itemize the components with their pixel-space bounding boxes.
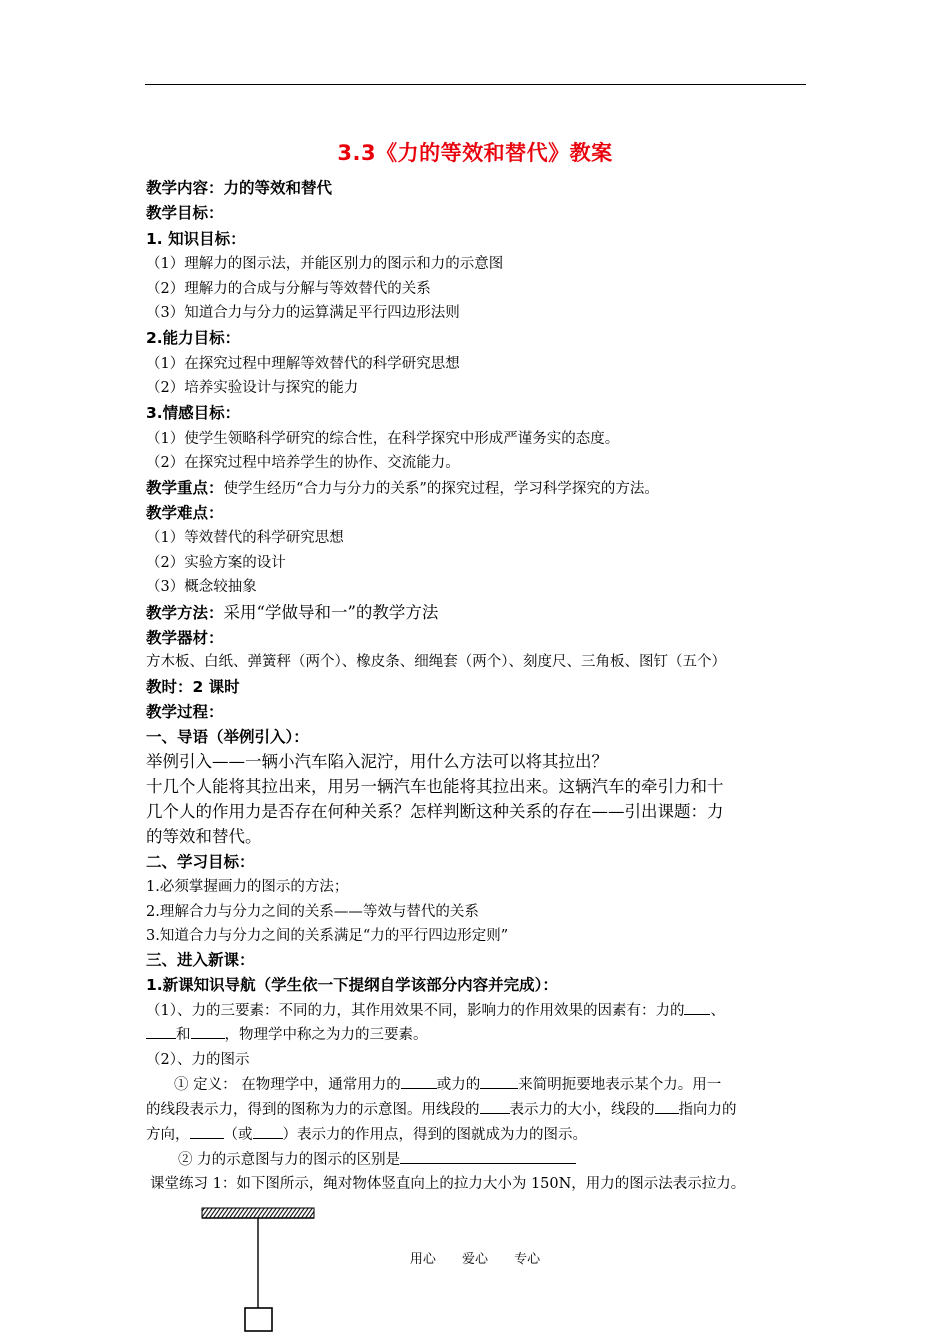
teaching-content-value: 力的等效和替代 xyxy=(223,179,333,197)
header-rule xyxy=(145,84,806,85)
lesson-time: 教时：2 课时 xyxy=(146,678,240,696)
ceiling-hatch xyxy=(202,1208,314,1218)
hanging-block xyxy=(245,1308,272,1331)
difficulty-heading: 教学难点： xyxy=(146,504,224,522)
fill-blank[interactable] xyxy=(253,1124,283,1140)
equipment-heading: 教学器材： xyxy=(146,629,224,647)
definition-line2: 的线段表示力，得到的图称为力的示意图。用线段的 表示力的大小，线段的 指向力的 xyxy=(146,1098,737,1119)
section1-para2-line: 十几个人能将其拉出来，用另一辆汽车也能将其拉出来。这辆汽车的牵引力和十 xyxy=(146,777,724,796)
difficulty-item: （1）等效替代的科学研究思想 xyxy=(146,530,344,546)
exercise-figure xyxy=(196,1200,320,1334)
ability-heading: 2.能力目标： xyxy=(146,329,241,347)
knowledge-heading: 1. 知识目标： xyxy=(146,230,246,248)
section1-para2-line: 的等效和替代。 xyxy=(146,827,262,846)
section2-item: 2.理解合力与分力之间的关系——等效与替代的关系 xyxy=(146,904,479,920)
emotion-item: （2）在探究过程中培养学生的协作、交流能力。 xyxy=(146,455,460,471)
three-elements-line1: （1）、力的三要素：不同的力，其作用效果不同，影响力的作用效果的因素有：力的 、 xyxy=(146,999,725,1020)
force-diagram-heading: （2）、力的图示 xyxy=(146,1052,250,1068)
knowledge-item: （3）知道合力与分力的运算满足平行四边形法则 xyxy=(146,305,460,321)
emotion-heading: 3.情感目标： xyxy=(146,404,241,422)
teaching-method xyxy=(146,599,438,623)
difficulty-item: （3）概念较抽象 xyxy=(146,579,257,595)
difference-line: ② 力的示意图与力的图示的区别是 xyxy=(178,1148,576,1169)
section1-para1: 举例引入——一辆小汽车陷入泥泞，用什么方法可以将其拉出？ xyxy=(146,752,608,771)
method-value: 采用“学做导和一”的教学方法 xyxy=(223,603,439,622)
difficulty-item: （2）实验方案的设计 xyxy=(146,555,286,571)
navigation-heading: 1.新课知识导航（学生依一下提纲自学该部分内容并完成）： xyxy=(146,976,558,994)
ability-item: （1）在探究过程中理解等效替代的科学研究思想 xyxy=(146,356,460,372)
equipment-value: 方木板、白纸、弹簧秤（两个）、橡皮条、细绳套（两个）、刻度尺、三角板、图钉（五个） xyxy=(146,654,726,670)
section2-item: 3.知道合力与分力之间的关系满足“力的平行四边形定则” xyxy=(146,928,509,944)
fill-blank[interactable] xyxy=(191,1024,225,1040)
section2-item: 1.必须掌握画力的图示的方法； xyxy=(146,879,349,895)
focus-label: 教学重点： xyxy=(146,479,224,497)
section3-heading: 三、进入新课： xyxy=(146,951,255,969)
focus-value: 使学生经历“合力与分力的关系”的探究过程，学习科学探究的方法。 xyxy=(223,481,659,497)
teaching-content xyxy=(146,176,332,198)
fill-blank[interactable] xyxy=(684,1000,710,1016)
emotion-item: （1）使学生领略科学研究的综合性，在科学探究中形成严谨务实的态度。 xyxy=(146,431,620,447)
process-heading: 教学过程： xyxy=(146,703,224,721)
teaching-content-label: 教学内容： xyxy=(146,179,224,197)
three-elements-line2: 和 ，物理学中称之为力的三要素。 xyxy=(146,1023,428,1044)
definition-line3: 方向， （或 ）表示力的作用点，得到的图就成为力的图示。 xyxy=(146,1123,587,1144)
method-label: 教学方法： xyxy=(146,604,224,622)
section2-heading: 二、学习目标： xyxy=(146,853,255,871)
ability-item: （2）培养实验设计与探究的能力 xyxy=(146,380,359,396)
section1-heading: 一、导语（举例引入）： xyxy=(146,728,309,746)
fill-blank[interactable] xyxy=(146,1024,176,1040)
teaching-focus xyxy=(146,476,659,498)
fill-blank[interactable] xyxy=(480,1099,510,1115)
section1-para2-line: 几个人的作用力是否存在何种关系？怎样判断这种关系的存在——引出课题：力 xyxy=(146,802,724,821)
definition-line1: ① 定义： 在物理学中，通常用力的 或力的 来简明扼要地表示某个力。用一 xyxy=(174,1073,721,1094)
goals-heading: 教学目标： xyxy=(146,204,224,222)
fill-blank[interactable] xyxy=(401,1074,437,1090)
footer-motto: 用心 爱心 专心 xyxy=(409,1252,541,1267)
fill-blank[interactable] xyxy=(480,1074,518,1090)
fill-blank[interactable] xyxy=(655,1099,679,1115)
knowledge-item: （2）理解力的合成与分解与等效替代的关系 xyxy=(146,281,431,297)
fill-blank[interactable] xyxy=(400,1149,576,1165)
exercise-line: 课堂练习 1：如下图所示，绳对物体竖直向上的拉力大小为 150N，用力的图示法表示拉力。 xyxy=(150,1176,746,1192)
fill-blank[interactable] xyxy=(190,1124,224,1140)
knowledge-item: （1）理解力的图示法，并能区别力的图示和力的示意图 xyxy=(146,256,504,272)
document-title: 3.3《力的等效和替代》教案 xyxy=(337,141,613,165)
